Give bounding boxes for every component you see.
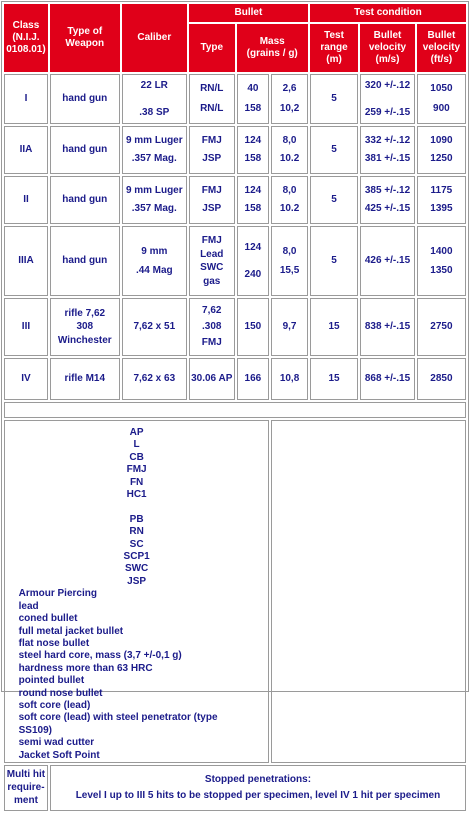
header-type-of-weapon: Type of Weapon: [50, 4, 120, 72]
weapon-cell: hand gun: [50, 74, 120, 124]
velocity-ms-cell: 385 +/-.12 425 +/-.15: [360, 176, 415, 224]
velocity-fts-cell: 2850: [417, 358, 466, 400]
type-cell: FMJ Lead SWC gas: [189, 226, 235, 296]
grams-cell: 8,0 10.2: [271, 126, 308, 174]
range-cell: 5: [310, 176, 358, 224]
spacer-cell: [4, 402, 466, 418]
class-cell: IV: [4, 358, 48, 400]
legend-cell: [4, 420, 269, 763]
multi-hit-requirement: Stopped penetrations: Level I up to III 5 hits to be stopped per specimen, level IV 1 hit per specimen: [50, 765, 466, 811]
velocity-ms-cell: 332 +/-.12 381 +/-.15: [360, 126, 415, 174]
grains-cell: 40 158: [237, 74, 270, 124]
header-velocity-ms: Bullet velocity (m/s): [360, 24, 415, 72]
range-cell: 5: [310, 126, 358, 174]
header-caliber: Caliber: [122, 4, 187, 72]
velocity-ms-cell: 838 +/-.15: [360, 298, 415, 356]
grams-cell: 8,0 10.2: [271, 176, 308, 224]
ballistic-protection-table: [1, 1, 469, 807]
grams-cell: 8,0 15,5: [271, 226, 308, 296]
weapon-cell: rifle 7,62 308 Winchester: [50, 298, 120, 356]
class-cell: IIA: [4, 126, 48, 174]
grams-cell: 10,8: [271, 358, 308, 400]
grains-cell: 124 158: [237, 126, 270, 174]
multi-hit-label: Multi hit require- ment: [4, 765, 48, 811]
table-row: [4, 226, 466, 296]
velocity-fts-cell: 1090 1250: [417, 126, 466, 174]
table-row: [4, 126, 466, 174]
header-type: Type: [189, 24, 235, 72]
grains-cell: 150: [237, 298, 270, 356]
velocity-fts-cell: 1400 1350: [417, 226, 466, 296]
type-cell: 30.06 AP: [189, 358, 235, 400]
range-cell: 15: [310, 298, 358, 356]
armor-class-table: [2, 2, 468, 813]
velocity-fts-cell: 1175 1395: [417, 176, 466, 224]
type-cell: FMJ JSP: [189, 126, 235, 174]
legend-abbreviations: AP L CB FMJ FN HC1 PB RN SC SCP1 SWC JSP: [123, 427, 150, 587]
caliber-cell: 9 mm Luger .357 Mag.: [122, 126, 187, 174]
velocity-ms-cell: 868 +/-.15: [360, 358, 415, 400]
header-bullet: Bullet: [189, 4, 308, 22]
weapon-cell: hand gun: [50, 126, 120, 174]
grams-cell: 2,6 10,2: [271, 74, 308, 124]
caliber-cell: 22 LR .38 SP: [122, 74, 187, 124]
grains-cell: 124 240: [237, 226, 270, 296]
class-cell: III: [4, 298, 48, 356]
caliber-cell: 7,62 x 51: [122, 298, 187, 356]
table-row: [4, 176, 466, 224]
table-row: [4, 298, 466, 356]
legend-definitions: Armour Piercing lead coned bullet full metal jacket bullet flat nose bullet steel hard core, mass (3,7 +/-0,1 g) hardness more than 63 HRC pointed bullet round nose bullet soft core (lead) soft core (lead) with steel penetrator (type SS109) semi wad cutter Jacket Soft Point: [18, 588, 218, 761]
header-class: Class (N.I.J. 0108.01): [4, 4, 48, 72]
table-row: [4, 74, 466, 124]
range-cell: 15: [310, 358, 358, 400]
legend-empty-cell: [271, 420, 466, 763]
header-test-condition: Test condition: [310, 4, 466, 22]
weapon-cell: hand gun: [50, 176, 120, 224]
type-cell: 7,62 .308 FMJ: [189, 298, 235, 356]
class-cell: I: [4, 74, 48, 124]
grams-cell: 9,7: [271, 298, 308, 356]
range-cell: 5: [310, 74, 358, 124]
velocity-fts-cell: 1050 900: [417, 74, 466, 124]
legend-row: [4, 420, 466, 763]
caliber-cell: 9 mm Luger .357 Mag.: [122, 176, 187, 224]
header-mass: Mass (grains / g): [237, 24, 308, 72]
class-cell: II: [4, 176, 48, 224]
type-cell: RN/L RN/L: [189, 74, 235, 124]
grains-cell: 166: [237, 358, 270, 400]
velocity-ms-cell: 426 +/-.15: [360, 226, 415, 296]
class-cell: IIIA: [4, 226, 48, 296]
type-cell: FMJ JSP: [189, 176, 235, 224]
velocity-fts-cell: 2750: [417, 298, 466, 356]
weapon-cell: hand gun: [50, 226, 120, 296]
multi-hit-row: [4, 765, 466, 811]
spacer-row: [4, 402, 466, 418]
weapon-cell: rifle M14: [50, 358, 120, 400]
velocity-ms-cell: 320 +/-.12 259 +/-.15: [360, 74, 415, 124]
caliber-cell: 7,62 x 63: [122, 358, 187, 400]
table-row: [4, 358, 466, 400]
range-cell: 5: [310, 226, 358, 296]
caliber-cell: 9 mm .44 Mag: [122, 226, 187, 296]
grains-cell: 124 158: [237, 176, 270, 224]
header-velocity-fts: Bullet velocity (ft/s): [417, 24, 466, 72]
header-test-range: Test range (m): [310, 24, 358, 72]
